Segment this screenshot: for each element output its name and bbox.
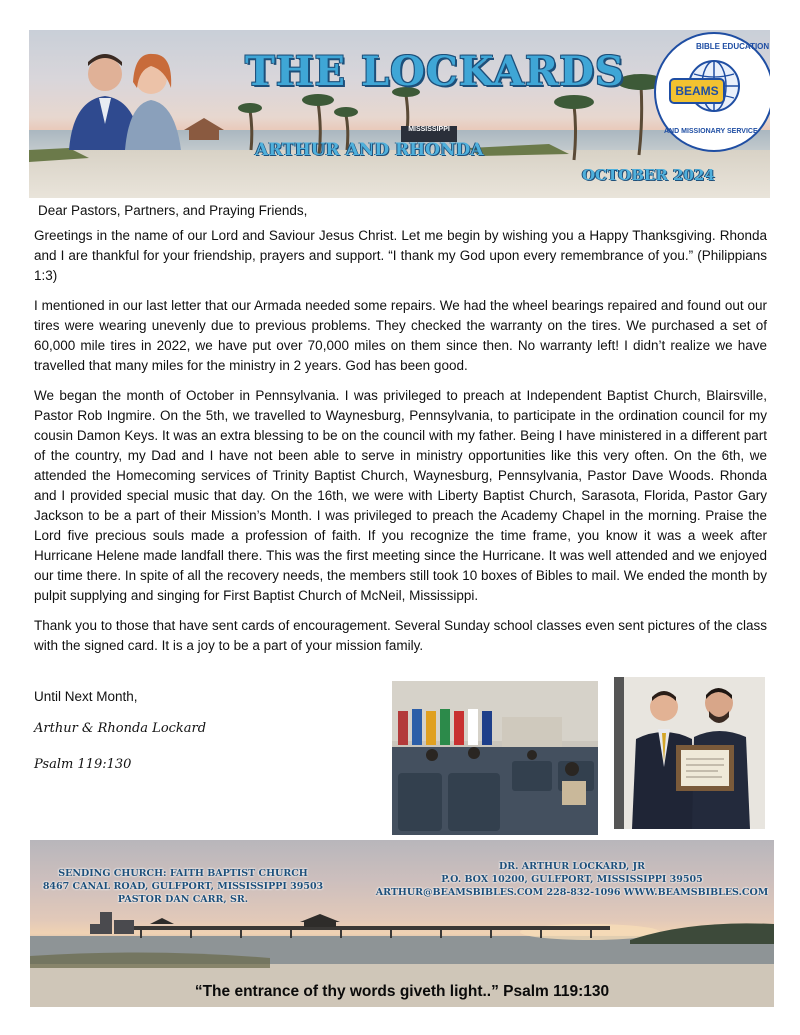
mississippi-sign: MISSISSIPPI bbox=[401, 126, 457, 142]
sending-church-address: 8467 CANAL ROAD, GULFPORT, MISSISSIPPI 39503 bbox=[42, 881, 324, 892]
letter-body bbox=[34, 226, 767, 666]
sending-church-name: SENDING CHURCH: FAITH BAPTIST CHURCH bbox=[58, 868, 308, 879]
footer-verse: “The entrance of thy words giveth light..” Psalm 119:130 bbox=[194, 983, 610, 1000]
newsletter-date: OCTOBER 2024 bbox=[582, 166, 715, 184]
paragraph-repairs: I mentioned in our last letter that our Armada needed some repairs. We had the wheel bearings repaired and found out our tires were wearing unevenly due to previous problems. They checked the warranty on the tires. We purchased a set of 60,000 mile tires in 2022, we have put over 70,000 miles on them since then. No warranty left! I didn’t realize we have travelled that many miles for the ministry in 2 years. God has been good. bbox=[34, 298, 767, 373]
sending-church-block bbox=[30, 867, 336, 906]
signature-reference: Psalm 119:130 bbox=[34, 757, 132, 772]
couple-portrait bbox=[63, 44, 193, 150]
logo-bottom-text: AND MISSIONARY SERVICE bbox=[664, 128, 758, 135]
paragraph-october: We began the month of October in Pennsylvania. I was privileged to preach at Independent Baptist Church, Blairsville, Pastor Rob Ingmire. On the 5th, we travelled to Waynesburg, Pennsylvania, to participate in the ordination council for my cousin Damon Keys. It was an extra blessing to be on the council with my father. Being I have ministered in a different part of the country, my Dad and I have not been able to serve in ministry opportunities like this very often. On the 6th, we attended the Homecoming services of Trinity Baptist Church, Waynesburg, Pennsylvania, Pastor Dave Woods. Rhonda and I provided special music that day. On the 16th, we were with Liberty Baptist Church, Sarasota, Florida, Pastor Gary Jackson to be a part of their Mission’s Month. I was privileged to preach the Academy Chapel in the morning. Praise the Lord five precious souls made a profession of faith. If you recognize the time frame, you know it was a week after Hurricane Helene made landfall there. This was the first meeting since the Hurricane. It was well attended and we enjoyed our time there. In spite of all the recovery needs, the members still took 10 boxes of Bibles to mail. We ended the month by pulpit supplying and singing for First Baptist Church of McNeil, Mississippi. bbox=[34, 388, 767, 603]
newsletter-subtitle: ARTHUR AND RHONDA bbox=[255, 140, 484, 160]
logo-top-text: BIBLE EDUCATION bbox=[696, 42, 770, 51]
header-banner bbox=[29, 30, 770, 198]
newsletter-title: THE LOCKARDS bbox=[245, 48, 625, 95]
closing: Until Next Month, bbox=[34, 689, 138, 704]
salutation: Dear Pastors, Partners, and Praying Friends, bbox=[38, 203, 308, 218]
missionary-contact-block bbox=[370, 860, 774, 899]
sending-church-pastor: PASTOR DAN CARR, SR. bbox=[117, 894, 249, 905]
award-presentation-photo bbox=[614, 677, 765, 829]
missionary-address: P.O. BOX 10200, GULFPORT, MISSISSIPPI 39505 bbox=[441, 874, 703, 885]
paragraph-greeting: Greetings in the name of our Lord and Saviour Jesus Christ. Let me begin by wishing you a Happy Thanksgiving. Rhonda and I are thankful for your friendship, prayers and support. “I thank my God upon every remembrance of you.” (Philippians 1:3) bbox=[34, 228, 767, 283]
signature: Arthur & Rhonda Lockard bbox=[34, 721, 207, 736]
missionary-name: DR. ARTHUR LOCKARD, JR bbox=[499, 861, 645, 872]
beams-logo bbox=[654, 32, 770, 152]
footer-banner bbox=[30, 840, 774, 1007]
church-service-photo bbox=[392, 681, 598, 835]
missionary-email-phone-web: ARTHUR@BEAMSBIBLES.COM 228-832-1096 WWW.BEAMSBIBLES.COM bbox=[375, 887, 769, 898]
award-presentation-illustration bbox=[614, 677, 765, 829]
logo-badge: BEAMS bbox=[669, 78, 725, 104]
paragraph-thanks: Thank you to those that have sent cards of encouragement. Several Sunday school classes even sent pictures of the class with the signed card. It is a joy to be a part of your mission family. bbox=[34, 618, 767, 653]
church-service-illustration bbox=[392, 681, 598, 835]
